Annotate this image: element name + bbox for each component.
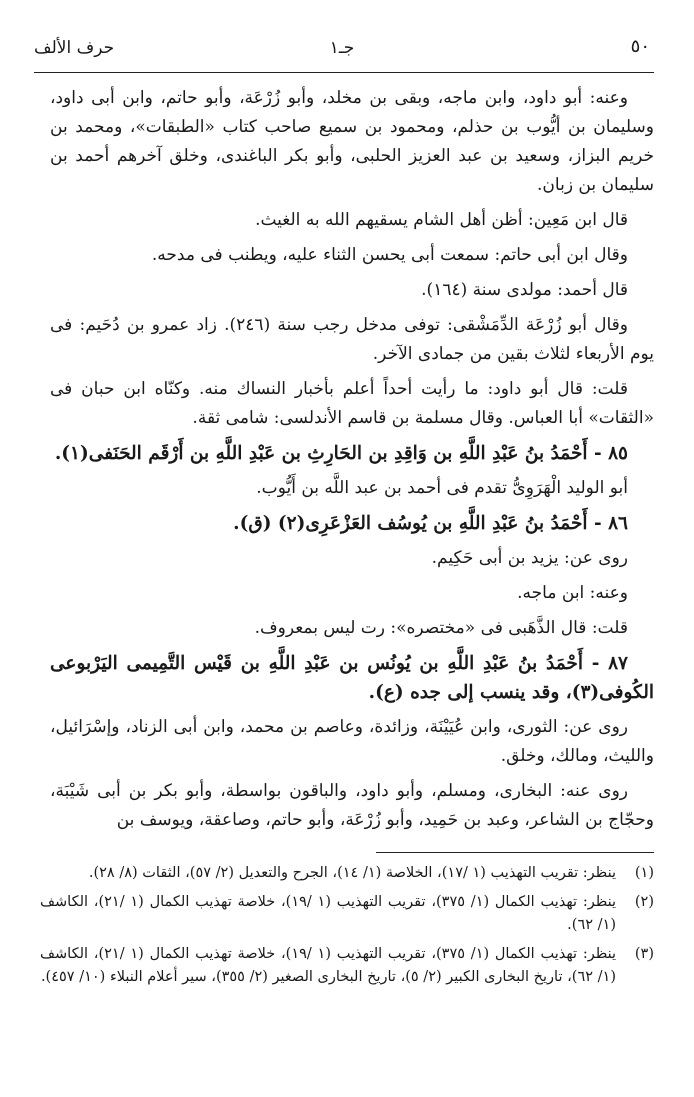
main-text — [50, 84, 654, 841]
paragraph: وعنه: أبو داود، وابن ماجه، وبقى بن مخلد، وأبو زُرْعَة، وأبو حاتم، وابن أبى داود، وسليمان بن أيُّوب بن حذلم، ومحمود بن سميع صاحب كتاب «الطبقات»، ومحمد بن خريم البزاز، وسعيد بن عبد العزيز الحلبى، وأبو بكر الباغندى، وخلق آخرهم أحمد بن سليمان بن زبان. — [50, 88, 654, 195]
footnote-text: ينظر: تهذيب الكمال (١/ ٣٧٥)، تقريب التهذيب (١ /١٩)، خلاصة تهذيب الكمال (١ /٢١)، الكاشف (١/ ٦٢). — [40, 894, 617, 933]
volume-number: جـ١ — [329, 38, 355, 58]
footnote-text: ينظر: تهذيب الكمال (١/ ٣٧٥)، تقريب التهذيب (١ /١٩)، خلاصة تهذيب الكمال (١ /٢١)، الكاشف (١/ ٦٢)، تاريخ البخارى الكبير (٢/ ٥)، تاريخ البخارى الصغير (٢/ ٣٥٥)، سير أعلام النبلاء (١٠/ ٤٥٧). — [40, 946, 617, 985]
paragraph: قلت: قال الذَّهَبى فى «مختصره»: رت ليس بمعروف. — [254, 618, 628, 638]
paragraph: أبو الوليد الْهَرَوِىُّ تقدم فى أحمد بن عبد اللَّه بن أَيُّوب. — [256, 478, 628, 498]
paragraph: قال أحمد: مولدى سنة (١٦٤). — [421, 280, 628, 300]
footnotes — [40, 862, 654, 995]
footnote-rule — [376, 852, 654, 853]
footnote — [40, 943, 654, 989]
page-number: ٥٠ — [630, 36, 650, 57]
footnote — [40, 891, 654, 937]
paragraph: وقال ابن أبى حاتم: سمعت أبى يحسن الثناء عليه، ويطنب فى مدحه. — [151, 245, 628, 265]
chapter-title: حرف الألف — [34, 38, 115, 58]
footnote-number: (٢) — [634, 894, 654, 910]
footnote — [40, 862, 654, 885]
paragraph: وقال أبو زُرْعَة الدِّمَشْقى: توفى مدخل رجب سنة (٢٤٦). زاد عمرو بن دُحَيم: فى يوم الأربعاء لثلاث بقين من جمادى الآخر. — [50, 315, 654, 364]
paragraph: روى عن: يزيد بن أبى حَكِيم. — [431, 548, 628, 568]
paragraph: روى عن: الثورى، وابن عُيَيْنَة، وزائدة، وعاصم بن محمد، وابن أبى الزناد، وإسْرَائيل، والليث، ومالك، وخلق. — [50, 717, 654, 766]
paragraph: روى عنه: البخارى، ومسلم، وأبو داود، والباقون بواسطة، وأبو بكر بن أبى شَيْبَة، وحجّاج بن الشاعر، وعبد بن حَمِيد، وأبو زُرْعَة، وأبو حاتم، وصاعقة، ويوسف بن — [50, 781, 654, 830]
entry-heading: ٨٥ - أَحْمَدُ بنُ عَبْدِ اللَّهِ بن وَاقِدِ بن الحَارِثِ بن عَبْدِ اللَّهِ بن أَرْقَم الحَنَفى(١). — [54, 443, 628, 464]
paragraph: قال ابن مَعِين: أظن أهل الشام يسقيهم الله به الغيث. — [255, 210, 628, 230]
footnote-text: ينظر: تقريب التهذيب (١ /١٧)، الخلاصة (١/ ١٤)، الجرح والتعديل (٢/ ٥٧)، الثقات (٨/ ٢٨). — [88, 865, 616, 881]
footnote-number: (٣) — [634, 946, 654, 962]
entry-heading: ٨٧ - أَحْمَدُ بنُ عَبْدِ اللَّهِ بن يُونُس بن عَبْدِ اللَّهِ بن قَيْس التَّمِيمى اليَرْبوعى الكُوفى(٣)، وقد ينسب إلى جده (ع). — [50, 653, 654, 703]
footnote-number: (١) — [634, 865, 654, 881]
entry-heading: ٨٦ - أَحْمَدُ بنُ عَبْدِ اللَّهِ بن يُوسُف العَزْعَرِى(٢) (ق). — [233, 513, 628, 534]
paragraph: وعنه: ابن ماجه. — [517, 583, 628, 603]
header-rule — [34, 72, 654, 73]
page-header — [34, 32, 650, 68]
paragraph: قلت: قال أبو داود: ما رأيت أحداً أعلم بأخبار النساك منه. وكنّاه ابن حبان فى «الثقات» أبا العباس. وقال مسلمة بن قاسم الأندلسى: شامى ثقة. — [50, 379, 654, 428]
